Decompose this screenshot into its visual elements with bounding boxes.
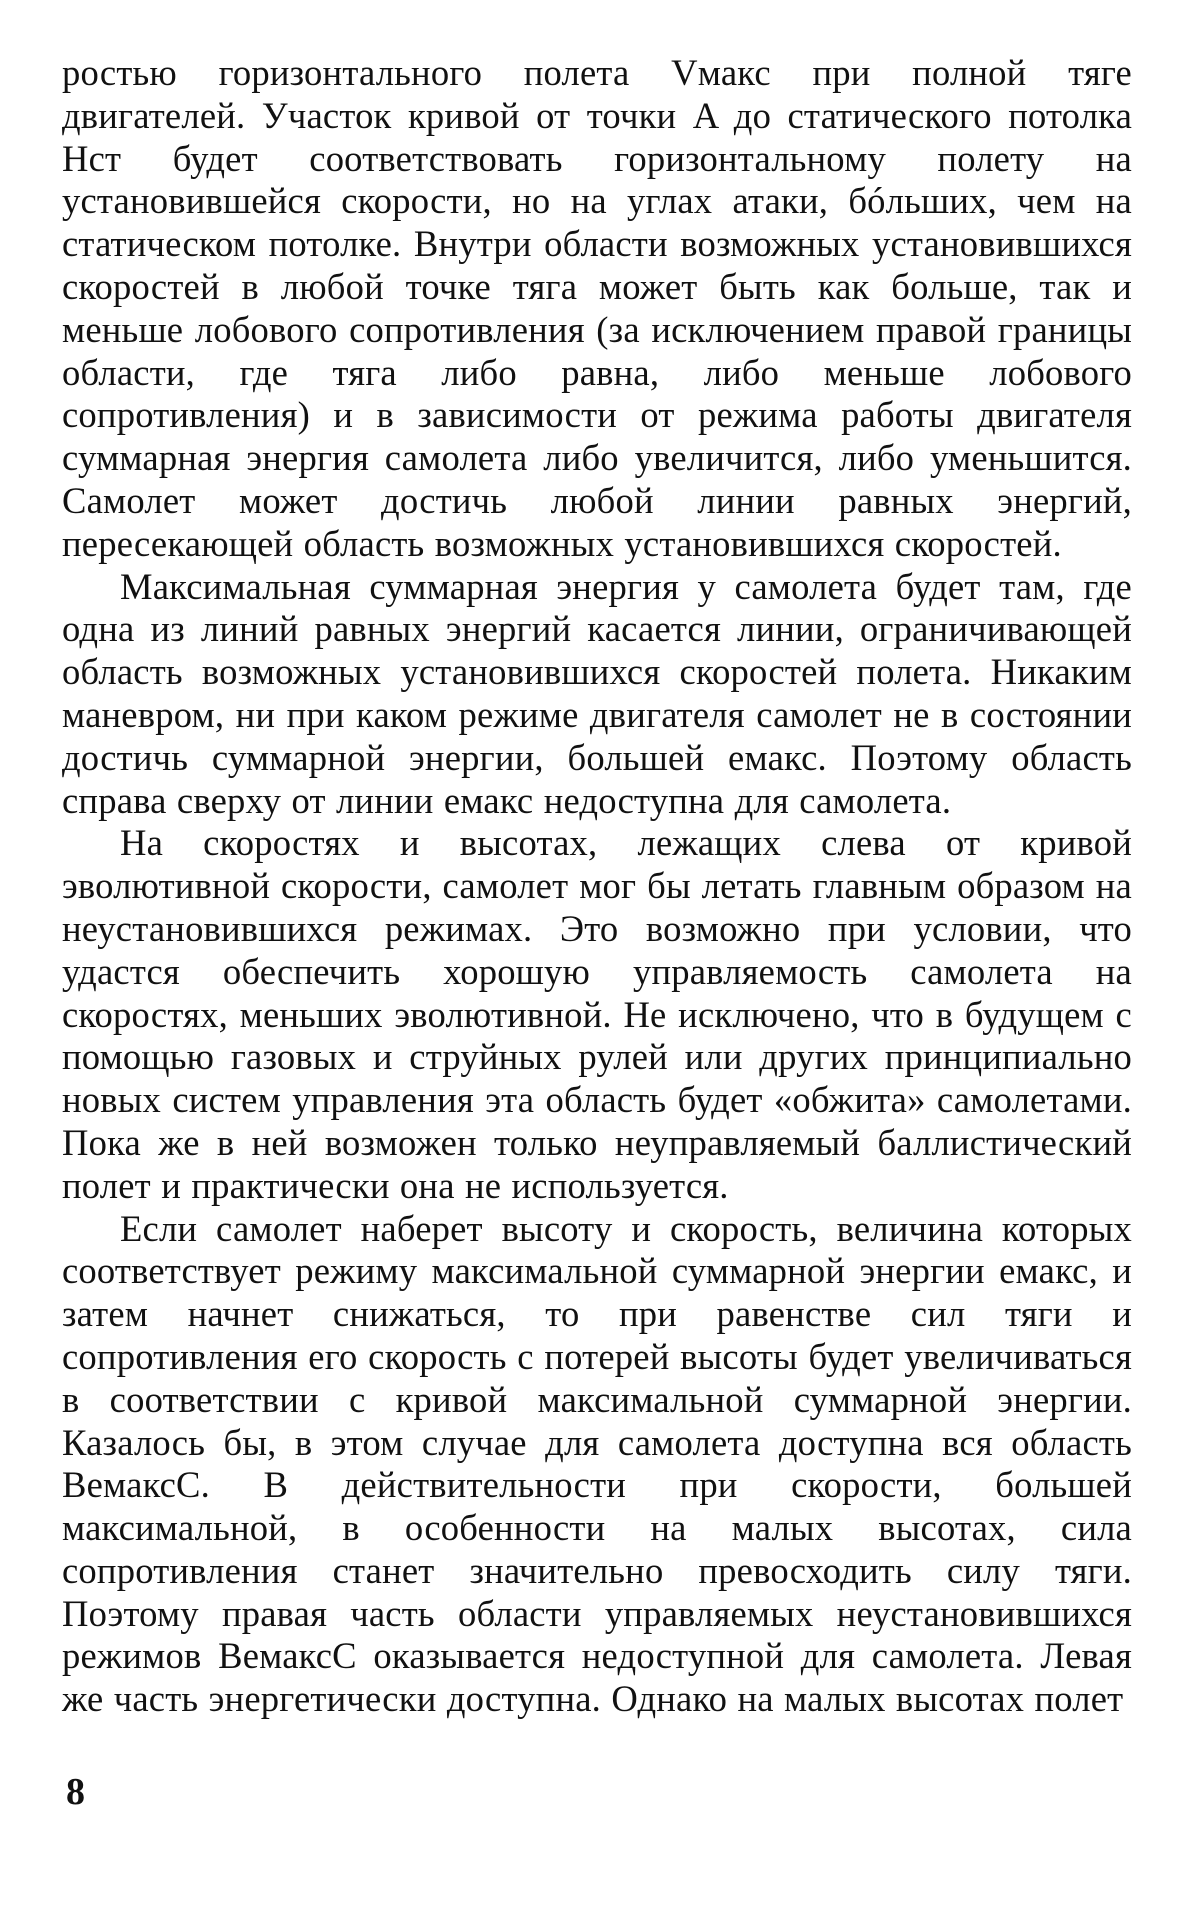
page-text-body: [62, 52, 1132, 1721]
paragraph-2: Максимальная суммарная энергия у самолета будет там, где одна из линий равных энергий касается линии, ограничивающей область возможных установившихся скоростей полета. Никаким маневром, ни при каком режиме двигателя самолет не в состоянии достичь суммарной энергии, большей eмакс. Поэтому область справа сверху от линии eмакс недоступна для самолета.: [62, 565, 1132, 821]
paragraph-4: Если самолет наберет высоту и скорость, величина которых соответствует режиму максимальной суммарной энергии eмакс, и затем начнет снижаться, то при равенстве сил тяги и сопротивления его скорость с потерей высоты будет увеличиваться в соответствии с кривой максимальной суммарной энергии. Казалось бы, в этом случае для самолета доступна вся область BeмаксC. В действительности при скорости, большей максимальной, в особенности на малых высотах, сила сопротивления станет значительно превосходить силу тяги. Поэтому правая часть области управляемых неустановившихся режимов BeмаксC оказывается недоступной для самолета. Левая же часть энергетически доступна. Однако на малых высотах полет: [62, 1207, 1132, 1720]
paragraph-3: На скоростях и высотах, лежащих слева от кривой эволютивной скорости, самолет мог бы летать главным образом на неустановившихся режимах. Это возможно при условии, что удастся обеспечить хорошую управляемость самолета на скоростях, меньших эволютивной. Не исключено, что в будущем с помощью газовых и струйных рулей или других принципиально новых систем управления эта область будет «обжита» самолетами. Пока же в ней возможен только неуправляемый баллистический полет и практически она не используется.: [62, 822, 1132, 1206]
page-number: 8: [66, 1771, 85, 1813]
paragraph-1: ростью горизонтального полета Vмакс при полной тяге двигателей. Участок кривой от точки A до статического потолка Hст будет соответствовать горизонтальному полету на установившейся скорости, но на углах атаки, бóльших, чем на статическом потолке. Внутри области возможных установившихся скоростей в любой точке тяга может быть как больше, так и меньше лобового сопротивления (за исключением правой границы области, где тяга либо равна, либо меньше лобового сопротивления) и в зависимости от режима работы двигателя суммарная энергия самолета либо увеличится, либо уменьшится. Самолет может достичь любой линии равных энергий, пересекающей область возможных установившихся скоростей.: [62, 52, 1132, 564]
